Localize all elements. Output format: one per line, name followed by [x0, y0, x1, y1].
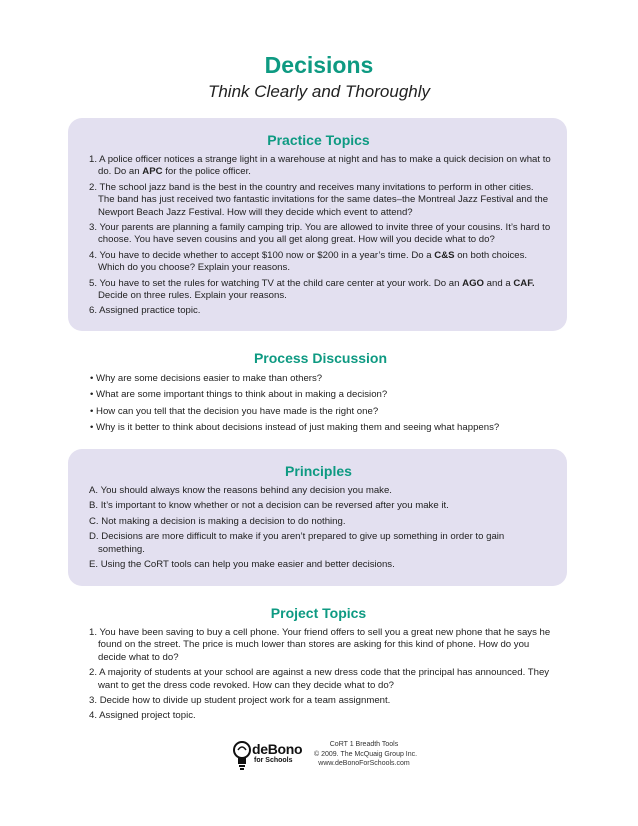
page-title: Decisions	[264, 52, 374, 78]
list-item: • What are some important things to think about in making a decision?	[90, 389, 388, 401]
project-topics-list	[86, 627, 551, 723]
list-item: 2. The school jazz band is the best in the country and receives many invitations to perform in other cities. The band has just received two fantastic invitations for the same dates–the Montreal Jazz Festival and the Newport Beach Jazz Festival. How will they decide which event to attend?	[89, 181, 549, 218]
page-subtitle: Think Clearly and Thoroughly	[207, 82, 431, 101]
list-item: 2. A majority of students at your school are against a new dress code that the principal has announced. They want to get the dress code revoked. How can they decide what to do?	[89, 667, 550, 691]
list-item: • How can you tell that the decision you have made is the right one?	[90, 405, 379, 417]
project-topics-heading: Project Topics	[270, 605, 367, 621]
practice-topics-list	[86, 154, 551, 318]
list-item: E. Using the CoRT tools can help you make easier and better decisions.	[89, 559, 395, 571]
list-item: 5. You have to set the rules for watching TV at the child care center at your work. Do an AGO and a CAF. Decide on three rules. Explain your reasons.	[89, 277, 535, 302]
list-item: • Why are some decisions easier to make than others?	[90, 373, 323, 384]
list-item: D. Decisions are more difficult to make if you aren’t prepared to give up something in order to gain something.	[89, 531, 505, 555]
list-item: A. You should always know the reasons behind any decision you make.	[89, 485, 392, 496]
footer-info	[314, 740, 418, 769]
principles-panel	[68, 449, 567, 586]
list-item: 4. Assigned project topic.	[89, 710, 196, 722]
project-topics-section	[68, 605, 567, 726]
list-item: B. It’s important to know whether or not a decision can be reversed after you make it.	[89, 500, 449, 512]
footer-line-1: CoRT 1 Breadth Tools	[329, 741, 399, 748]
list-item: 4. You have to decide whether to accept $100 now or $200 in a year’s time. Do a C&S on both choices. Which do you choose? Explain your reasons.	[89, 249, 528, 274]
debono-logo	[232, 738, 312, 772]
principles-heading: Principles	[285, 463, 352, 479]
footer-line-2: © 2009. The McQuaig Group Inc.	[314, 750, 418, 758]
list-item: C. Not making a decision is making a decision to do nothing.	[89, 515, 346, 527]
list-item: 6. Assigned practice topic.	[89, 305, 201, 317]
logo-tagline: for Schools	[254, 757, 293, 764]
footer-line-3: www.deBonoForSchools.com	[318, 760, 410, 767]
list-item: 3. Your parents are planning a family camping trip. You are allowed to invite three of your cousins. It’s hard to choose. You have seven cousins and you all get along great. How will you decide what to do?	[89, 222, 551, 246]
list-item: 1. A police officer notices a strange light in a warehouse at night and has to make a quick decision on what to do. Do an APC for the police officer.	[89, 154, 551, 178]
process-discussion-list	[90, 373, 551, 435]
list-item: 1. You have been saving to buy a cell phone. Your friend offers to sell you a great new phone that he says he found on the street. The price is much lower than stores are asking for this kind of phone. How do you decide what to do?	[89, 627, 551, 663]
list-item: 3. Decide how to divide up student project work for a team assignment.	[89, 695, 391, 707]
process-discussion-section	[68, 350, 567, 439]
logo-wordmark: deBono	[252, 741, 303, 757]
principles-list	[86, 485, 551, 571]
practice-topics-panel	[68, 118, 567, 331]
lightbulb-head-icon	[232, 738, 252, 772]
practice-topics-heading: Practice Topics	[267, 132, 370, 148]
process-discussion-heading: Process Discussion	[253, 350, 388, 366]
list-item: • Why is it better to think about decisions instead of just making them and seeing what happens?	[90, 422, 500, 434]
